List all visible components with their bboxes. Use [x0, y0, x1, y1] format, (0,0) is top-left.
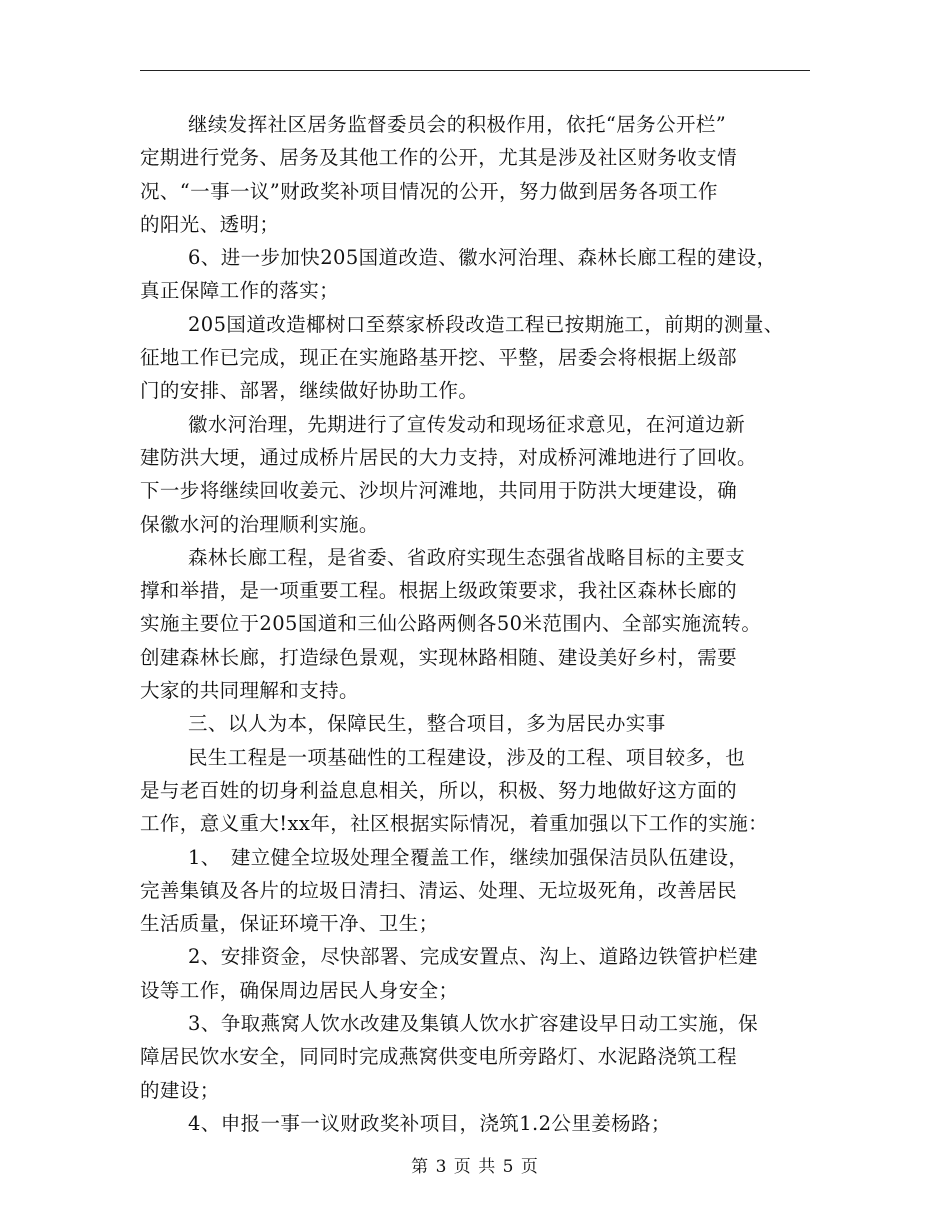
text-line: 撑和举措，是一项重要工程。根据上级政策要求，我社区森林长廊的 [140, 579, 738, 603]
text-line: 况、“一事一议”财政奖补项目情况的公开，努力做到居务各项工作 [140, 179, 718, 203]
text-line: 征地工作已完成，现正在实施路基开挖、平整，居委会将根据上级部 [140, 346, 738, 370]
text-line: 森林长廊工程，是省委、省政府实现生态强省战略目标的主要支 [188, 545, 746, 569]
text-line: 门的安排、部署，继续做好协助工作。 [140, 379, 479, 403]
text-line: 定期进行党务、居务及其他工作的公开，尤其是涉及社区财务收支情 [140, 146, 738, 170]
text-line: 三、以人为本，保障民生，整合项目，多为居民办实事 [188, 712, 666, 736]
text-line: 大家的共同理解和支持。 [140, 679, 359, 703]
text-line: 下一步将继续回收姜元、沙坝片河滩地，共同用于防洪大埂建设，确 [140, 479, 738, 503]
text-line: 的建设； [140, 1078, 220, 1102]
text-line: 的阳光、透明； [140, 212, 280, 236]
text-line: 建防洪大埂，通过成桥片居民的大力支持，对成桥河滩地进行了回收。 [140, 445, 757, 469]
text-line: 创建森林长廊，打造绿色景观，实现林路相随、建设美好乡村，需要 [140, 645, 738, 669]
page-footer: 第 3 页 共 5 页 [411, 1157, 539, 1177]
text-line: 障居民饮水安全，同同时完成燕窝供变电所旁路灯、水泥路浇筑工程 [140, 1045, 738, 1069]
text-line: 6、进一步加快205国道改造、徽水河治理、森林长廊工程的建设， [188, 246, 777, 270]
text-line: 2、安排资金，尽快部署、完成安置点、沟上、道路边铁管护栏建 [188, 945, 759, 969]
text-line: 完善集镇及各片的垃圾日清扫、清运、处理、无垃圾死角，改善居民 [140, 878, 738, 902]
text-line: 徽水河治理，先期进行了宣传发动和现场征求意见，在河道边新 [188, 412, 746, 436]
text-line: 继续发挥社区居务监督委员会的积极作用，依托“居务公开栏” [188, 113, 727, 136]
text-line: 3、争取燕窝人饮水改建及集镇人饮水扩容建设早日动工实施，保 [188, 1012, 759, 1036]
text-line: 真正保障工作的落实； [140, 279, 340, 303]
text-line: 生活质量，保证环境干净、卫生； [140, 912, 439, 936]
text-line: 工作，意义重大!xx年，社区根据实际情况，着重加强以下工作的实施： [140, 812, 769, 836]
document-body [140, 108, 820, 1140]
text-line: 民生工程是一项基础性的工程建设，涉及的工程、项目较多，也 [188, 745, 746, 769]
header-rule [140, 70, 810, 71]
text-line: 保徽水河的治理顺利实施。 [140, 512, 379, 536]
text-line: 1、 建立健全垃圾处理全覆盖工作，继续加强保洁员队伍建设， [188, 845, 749, 869]
text-line: 设等工作，确保周边居民人身安全； [140, 978, 459, 1002]
text-line: 实施主要位于205国道和三仙公路两侧各50米范围内、全部实施流转。 [140, 612, 762, 636]
text-line: 4、申报一事一议财政奖补项目，浇筑1.2公里姜杨路； [188, 1111, 671, 1135]
text-line: 是与老百姓的切身利益息息相关，所以，积极、努力地做好这方面的 [140, 778, 738, 802]
text-line: 205国道改造椰树口至蔡家桥段改造工程已按期施工，前期的测量、 [188, 312, 784, 336]
